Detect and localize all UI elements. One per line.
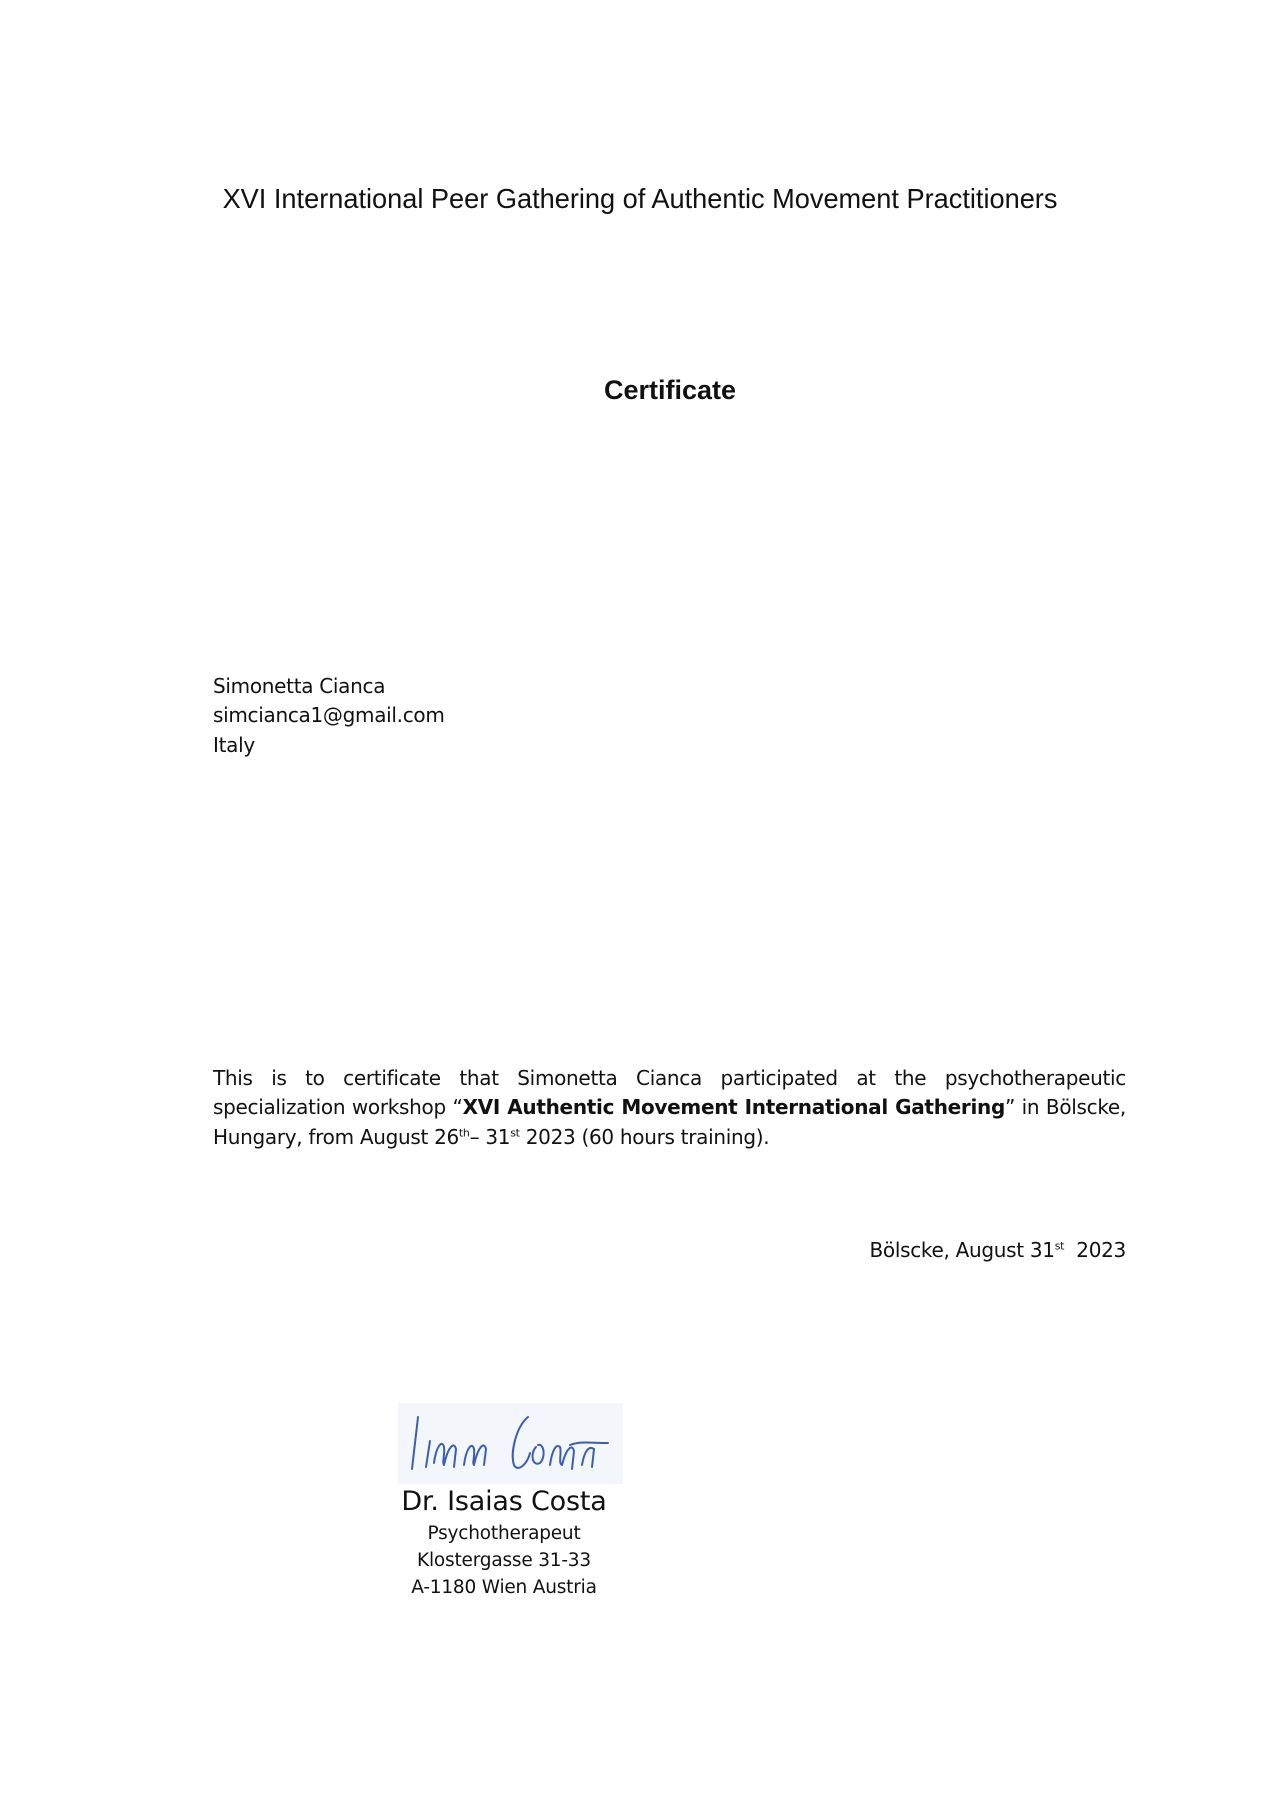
superscript: th	[458, 1126, 470, 1140]
superscript: st	[1054, 1239, 1065, 1253]
signature-image	[398, 1403, 623, 1484]
certificate-text	[213, 1064, 1126, 1152]
signer-block	[354, 1484, 654, 1601]
certificate-heading: Certificate	[603, 375, 737, 405]
signer-city: A-1180 Wien Austria	[411, 1577, 597, 1598]
recipient-country: Italy	[213, 732, 255, 757]
text-part: 2023 (60 hours training).	[519, 1124, 770, 1149]
text-part: ” in Bölscke, Hungary, from August 26	[213, 1095, 1126, 1149]
superscript: st	[510, 1126, 520, 1140]
text-part: This is to certificate that Simonetta Cianca participated at the psychotherapeutic specialization workshop “	[213, 1066, 1126, 1120]
signer-street: Klostergasse 31-33	[417, 1550, 591, 1571]
place-date-year: 2023	[1064, 1238, 1126, 1262]
recipient-email: simcianca1@gmail.com	[213, 703, 445, 728]
signer-title: Psychotherapeut	[427, 1523, 581, 1544]
workshop-name: XVI Authentic Movement International Gathering	[462, 1095, 1005, 1120]
place-date-text: Bölscke, August 31	[869, 1238, 1055, 1262]
recipient-block	[213, 672, 445, 760]
signer-name: Dr. Isaias Costa	[401, 1486, 607, 1517]
recipient-name: Simonetta Cianca	[213, 674, 386, 698]
event-title: XVI International Peer Gathering of Authentic Movement Practitioners	[222, 183, 1058, 214]
place-date	[870, 1236, 1127, 1265]
text-part: – 31	[469, 1124, 511, 1149]
